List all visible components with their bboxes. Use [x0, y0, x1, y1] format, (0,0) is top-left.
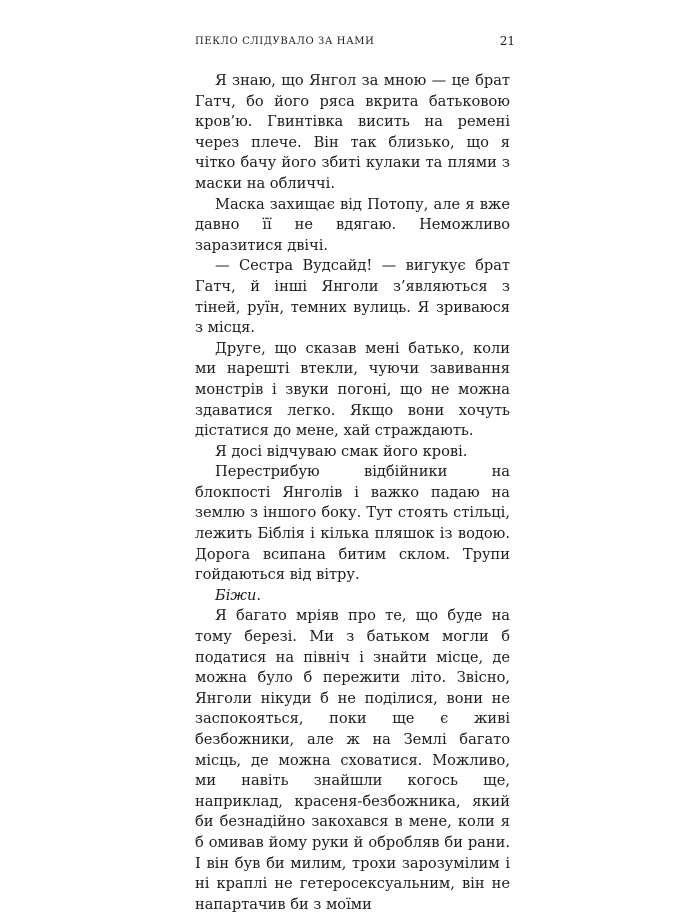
- body-text: [195, 71, 510, 915]
- paragraph: Я багато мріяв про те, що буде на тому березі. Ми з батьком могли б податися на північ і знайти місце, де можна було б пережити літо. Звісно, Янголи нікуди б не поділися, вони не заспокояться, поки ще є живі безбожники, але ж на Землі багато місць, де можна сховатися. Можливо, ми навіть знайшли когось ще, наприклад, красеня-безбожника, який би безнадійно закохався в мене, коли я б омивав йому руки й обробляв би рани. І він був би милим, трохи зарозумілим і ні краплі не гетеросексуальним, він не напартачив би з моїми: [195, 607, 510, 913]
- running-title: ПЕКЛО СЛІДУВАЛО ЗА НАМИ: [195, 36, 375, 47]
- paragraph: Перестрибую відбійники на блокпості Янголів і важко падаю на землю з іншого боку. Тут стоять стільці, лежить Біблія і кілька пляшок із водою. Дорога всипана битим склом. Трупи гойдаються від вітру.: [195, 463, 510, 584]
- paragraph-italic: Біжи.: [215, 586, 262, 604]
- paragraph: Маска захищає від Потопу, але я вже давно її не вдягаю. Неможливо заразитися двічі.: [195, 195, 510, 254]
- paragraph: Друге, що сказав мені батько, коли ми нарешті втекли, чуючи завивання монстрів і звуки погоні, що не можна здаватися легко. Якщо вони хочуть дістатися до мене, хай страждають.: [195, 339, 510, 440]
- page-number: 21: [499, 34, 515, 48]
- paragraph: Я досі відчуваю смак його крові.: [215, 442, 468, 460]
- page-header: [195, 36, 515, 50]
- paragraph: Я знаю, що Янгол за мною — це брат Гатч, бо його ряса вкрита батьковою кров’ю. Гвинтівка висить на ремені через плече. Він так близько, що я чітко бачу його збиті кулаки та плями з маски на обличчі.: [195, 72, 510, 192]
- paragraph: — Сестра Вудсайд! — вигукує брат Гатч, й інші Янголи з’являються з тіней, руїн, темних вулиць. Я зриваюся з місця.: [195, 257, 510, 337]
